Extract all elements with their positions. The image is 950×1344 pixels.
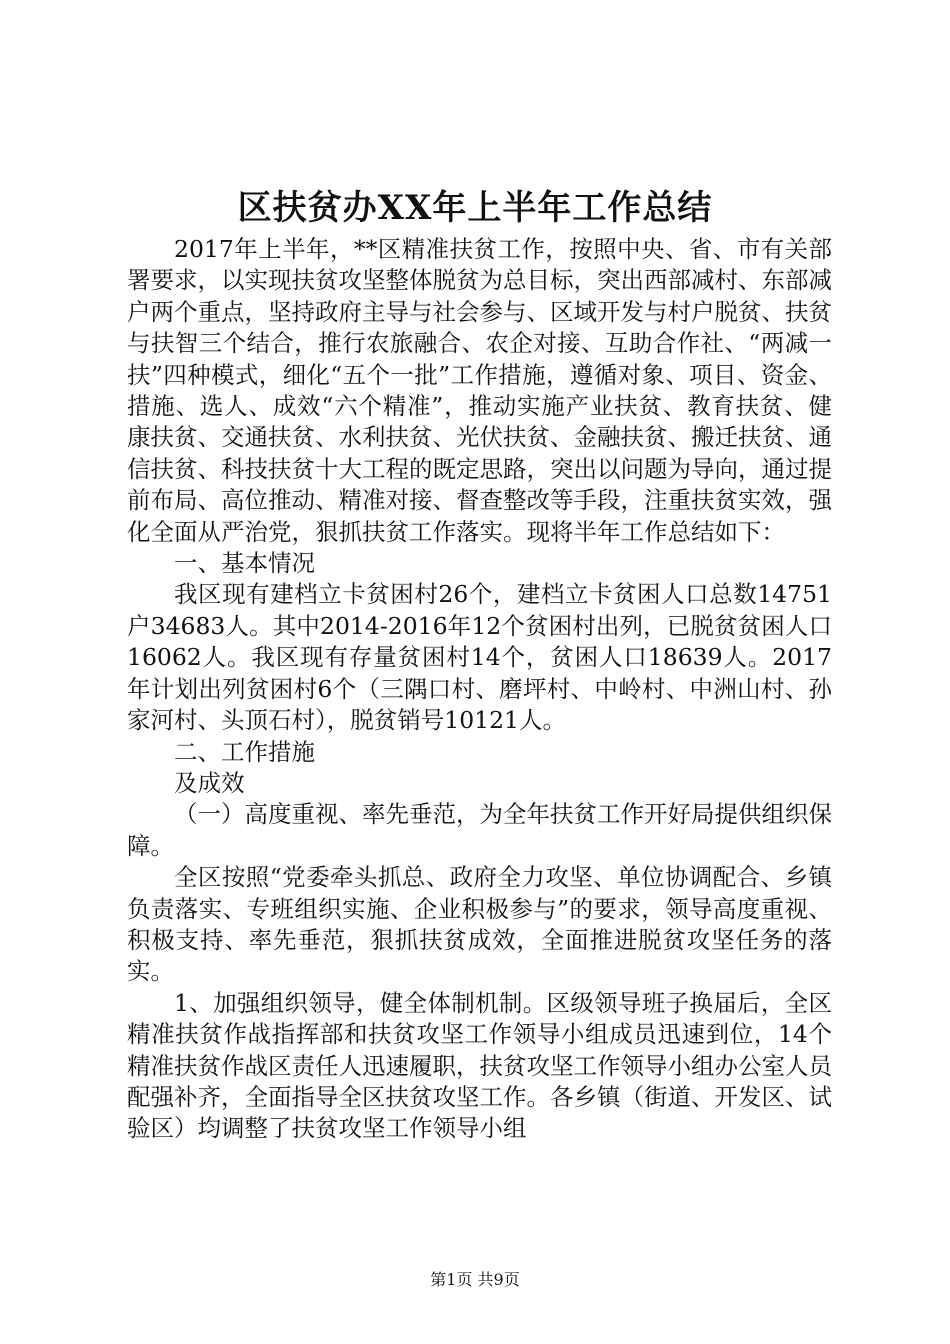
paragraph-basic-situation: 我区现有建档立卡贫困村26个，建档立卡贫困人口总数14751户34683人。其中2014-2016年12个贫困村出列，已脱贫贫困人口16062人。我区现有存量贫困村14个，贫困人口18639人。2017年计划出列贫困村6个（三隅口村、磨坪村、中岭村、中洲山村、孙家河村、头顶石村），脱贫销号10121人。	[127, 580, 832, 735]
paragraph-requirements: 全区按照“党委牵头抓总、政府全力攻坚、单位协调配合、乡镇负责落实、专班组织实施、企业积极参与”的要求，领导高度重视、积极支持、率先垂范，狠抓扶贫成效，全面推进脱贫攻坚任务的落实。	[127, 863, 832, 986]
subsection-heading-1: （一）高度重视、率先垂范，为全年扶贫工作开好局提供组织保障。	[127, 800, 832, 860]
paragraph-organization: 1、加强组织领导，健全体制机制。区级领导班子换届后，全区精准扶贫作战指挥部和扶贫攻坚工作领导小组成员迅速到位，14个精准扶贫作战区责任人迅速履职，扶贫攻坚工作领导小组办公室人员配强补齐，全面指导全区扶贫攻坚工作。各乡镇（街道、开发区、试验区）均调整了扶贫攻坚工作领导小组	[127, 988, 832, 1143]
section-heading-measures: 二、工作措施	[174, 737, 315, 766]
section-heading-basic: 一、基本情况	[174, 549, 315, 578]
paragraph-intro: 2017年上半年，**区精准扶贫工作，按照中央、省、市有关部署要求，以实现扶贫攻坚整体脱贫为总目标，突出西部减村、东部减户两个重点，坚持政府主导与社会参与、区域开发与村户脱贫、扶贫与扶智三个结合，推行农旅融合、农企对接、互助合作社、“两减一扶”四种模式，细化“五个一批”工作措施，遵循对象、项目、资金、措施、选人、成效“六个精准”，推动实施产业扶贫、教育扶贫、健康扶贫、交通扶贫、水利扶贫、光伏扶贫、金融扶贫、搬迁扶贫、通信扶贫、科技扶贫十大工程的既定思路，突出以问题为导向，通过提前布局、高位推动、精准对接、督查整改等手段，注重扶贫实效，强化全面从严治党，狠抓扶贫工作落实。现将半年工作总结如下：	[127, 235, 832, 546]
page-number: 第1页 共9页	[430, 1270, 520, 1289]
document-title: 区扶贫办XX年上半年工作总结	[237, 188, 713, 228]
section-heading-measures-cont: 及成效	[174, 768, 245, 797]
document-body	[127, 234, 832, 1145]
